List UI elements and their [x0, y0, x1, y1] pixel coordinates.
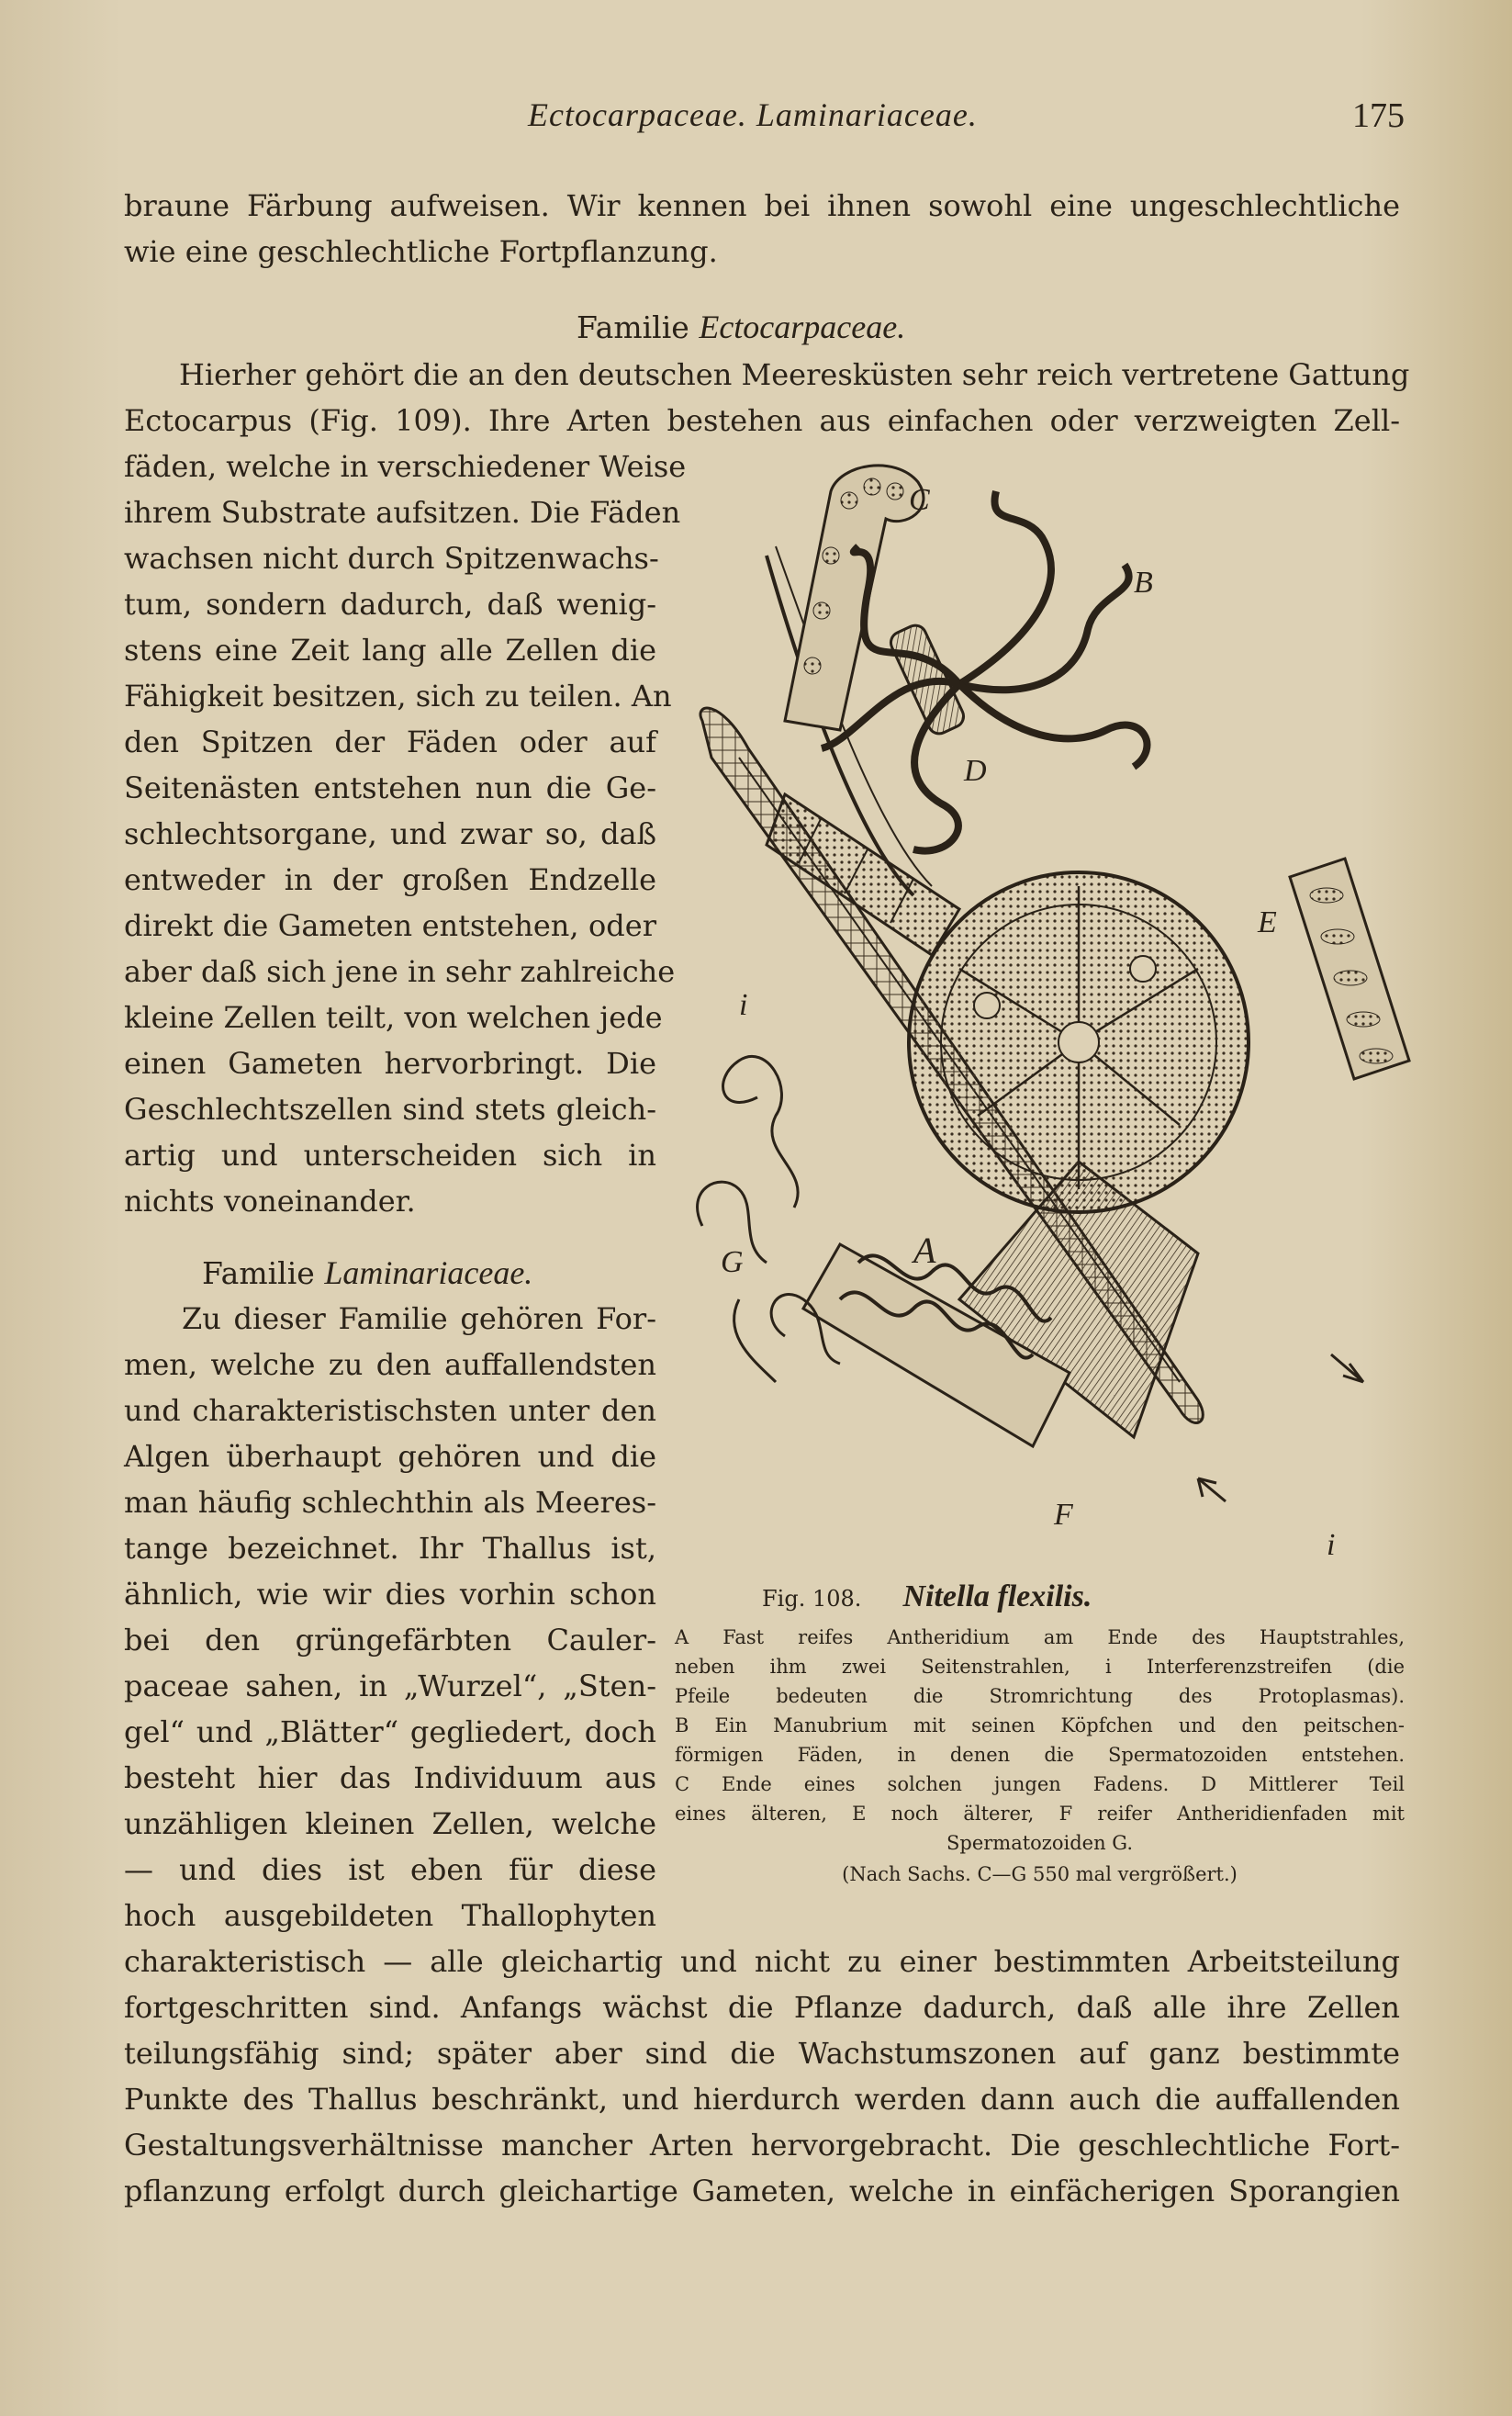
section-heading-ectocarpaceae: [577, 310, 905, 343]
body-line: Gestaltungsverhältnisse mancher Arten hervorgebracht. Die geschlechtliche Fort-: [124, 2128, 1400, 2163]
label-i: i: [739, 988, 748, 1022]
body-line: ähnlich, wie wir dies vorhin schon: [124, 1577, 656, 1612]
body-line: nichts voneinander.: [124, 1184, 416, 1219]
body-line: artig und unterscheiden sich in: [124, 1138, 656, 1173]
caption-line: B Ein Manubrium mit seinen Köpfchen und den peitschen-: [675, 1714, 1405, 1736]
label-F: F: [1054, 1498, 1073, 1532]
caption-line: Pfeile bedeuten die Stromrichtung des Protoplasmas).: [675, 1685, 1405, 1707]
body-line: fortgeschritten sind. Anfangs wächst die Pflanze dadurch, daß alle ihre Zellen: [124, 1990, 1400, 2025]
body-line: braune Färbung aufweisen. Wir kennen bei ihnen sowohl eine ungeschlechtliche: [124, 188, 1400, 223]
body-line: charakteristisch — alle gleichartig und nicht zu einer bestimmten Arbeitsteilung: [124, 1944, 1400, 1979]
label-A: A: [913, 1230, 936, 1271]
body-line: men, welche zu den auffallendsten: [124, 1347, 656, 1382]
body-line: direkt die Gameten entstehen, oder: [124, 908, 656, 943]
body-line: wie eine geschlechtliche Fortpflanzung.: [124, 234, 718, 269]
body-line: hoch ausgebildeten Thallophyten: [124, 1898, 656, 1933]
body-line: — und dies ist eben für diese: [124, 1852, 656, 1887]
flow-arrow-icon: [1331, 1354, 1363, 1382]
body-line: teilungsfähig sind; später aber sind die Wachstumszonen auf ganz bestimmte: [124, 2036, 1400, 2071]
flow-arrow-icon: [1198, 1478, 1226, 1501]
body-line: entweder in der großen Endzelle: [124, 862, 656, 897]
body-line: Punkte des Thallus beschränkt, und hierdurch werden dann auch die auffallenden: [124, 2082, 1400, 2117]
body-line: Fähigkeit besitzen, sich zu teilen. An: [124, 679, 672, 714]
figure-number: Fig. 108.: [762, 1586, 862, 1612]
body-line: kleine Zellen teilt, von welchen jede: [124, 1000, 663, 1035]
body-line: pflanzung erfolgt durch gleichartige Gameten, welche in einfächerigen Sporangien: [124, 2174, 1400, 2208]
caption-source: (Nach Sachs. C—G 550 mal vergrößert.): [842, 1863, 1238, 1885]
body-line: stens eine Zeit lang alle Zellen die: [124, 633, 656, 668]
body-line: Zu dieser Familie gehören For-: [182, 1301, 656, 1336]
body-line: Geschlechtszellen sind stets gleich-: [124, 1092, 656, 1127]
body-line: ihrem Substrate aufsitzen. Die Fäden: [124, 495, 681, 530]
body-line: Algen überhaupt gehören und die: [124, 1439, 656, 1474]
body-line: einen Gameten hervorbringt. Die: [124, 1046, 656, 1081]
label-E: E: [1258, 905, 1277, 939]
label-D: D: [964, 754, 987, 788]
label-B: B: [1134, 566, 1153, 600]
body-line: besteht hier das Individuum aus: [124, 1760, 656, 1795]
caption-line: neben ihm zwei Seitenstrahlen, i Interferenzstreifen (die: [675, 1656, 1405, 1678]
label-C: C: [909, 483, 930, 517]
body-line: paceae sahen, in „Wurzel“, „Sten-: [124, 1669, 656, 1703]
body-line: man häufig schlechthin als Meeres-: [124, 1485, 656, 1520]
body-line: fäden, welche in verschiedener Weise: [124, 449, 687, 484]
label-G: G: [721, 1245, 744, 1279]
body-line: tange bezeichnet. Ihr Thallus ist,: [124, 1531, 656, 1566]
heading-prefix: Familie: [577, 309, 689, 345]
heading-prefix: Familie: [202, 1255, 315, 1291]
caption-line: A Fast reifes Antheridium am Ende des Hauptstrahles,: [675, 1626, 1405, 1648]
body-line: Seitenästen entstehen nun die Ge-: [124, 770, 656, 805]
heading-family-name: Ectocarpaceae.: [699, 309, 906, 345]
body-line: und charakteristischsten unter den: [124, 1393, 656, 1428]
body-line: aber daß sich jene in sehr zahlreiche: [124, 954, 676, 989]
figure-nitella-illustration: [684, 455, 1418, 1575]
page-header: [0, 92, 1512, 147]
body-line: Ectocarpus (Fig. 109). Ihre Arten bestehen aus einfachen oder verzweigten Zell-: [124, 403, 1400, 438]
page-number: 175: [1352, 96, 1405, 135]
figure-name: Nitella flexilis.: [902, 1579, 1092, 1613]
label-i: i: [1327, 1528, 1336, 1562]
caption-line: Spermatozoiden G.: [946, 1832, 1133, 1854]
heading-family-name: Laminariaceae.: [324, 1254, 533, 1291]
body-line: wachsen nicht durch Spitzenwachs-: [124, 541, 659, 576]
caption-line: C Ende eines solchen jungen Fadens. D Mittlerer Teil: [675, 1773, 1405, 1795]
section-heading-laminariaceae: [202, 1256, 532, 1289]
running-title: Ectocarpaceae. Laminariaceae.: [528, 96, 978, 133]
figure-drawing: [684, 455, 1418, 1575]
caption-line: eines älteren, E noch älterer, F reifer Antheridienfaden mit: [675, 1803, 1405, 1825]
body-line: unzähligen kleinen Zellen, welche: [124, 1806, 656, 1841]
caption-line: förmigen Fäden, in denen die Spermatozoiden entstehen.: [675, 1744, 1405, 1766]
body-line: Hierher gehört die an den deutschen Meeresküsten sehr reich vertretene Gattung: [179, 357, 1410, 392]
filament-E: [1290, 859, 1409, 1079]
spermatozoids-G: [698, 1056, 840, 1382]
body-line: schlechtsorgane, und zwar so, daß: [124, 816, 656, 851]
body-line: bei den grüngefärbten Cauler-: [124, 1623, 656, 1657]
body-line: den Spitzen der Fäden oder auf: [124, 725, 656, 759]
body-line: tum, sondern dadurch, daß wenig-: [124, 587, 656, 622]
figure-caption-title: [762, 1579, 1092, 1614]
body-line: gel“ und „Blätter“ gegliedert, doch: [124, 1714, 656, 1749]
